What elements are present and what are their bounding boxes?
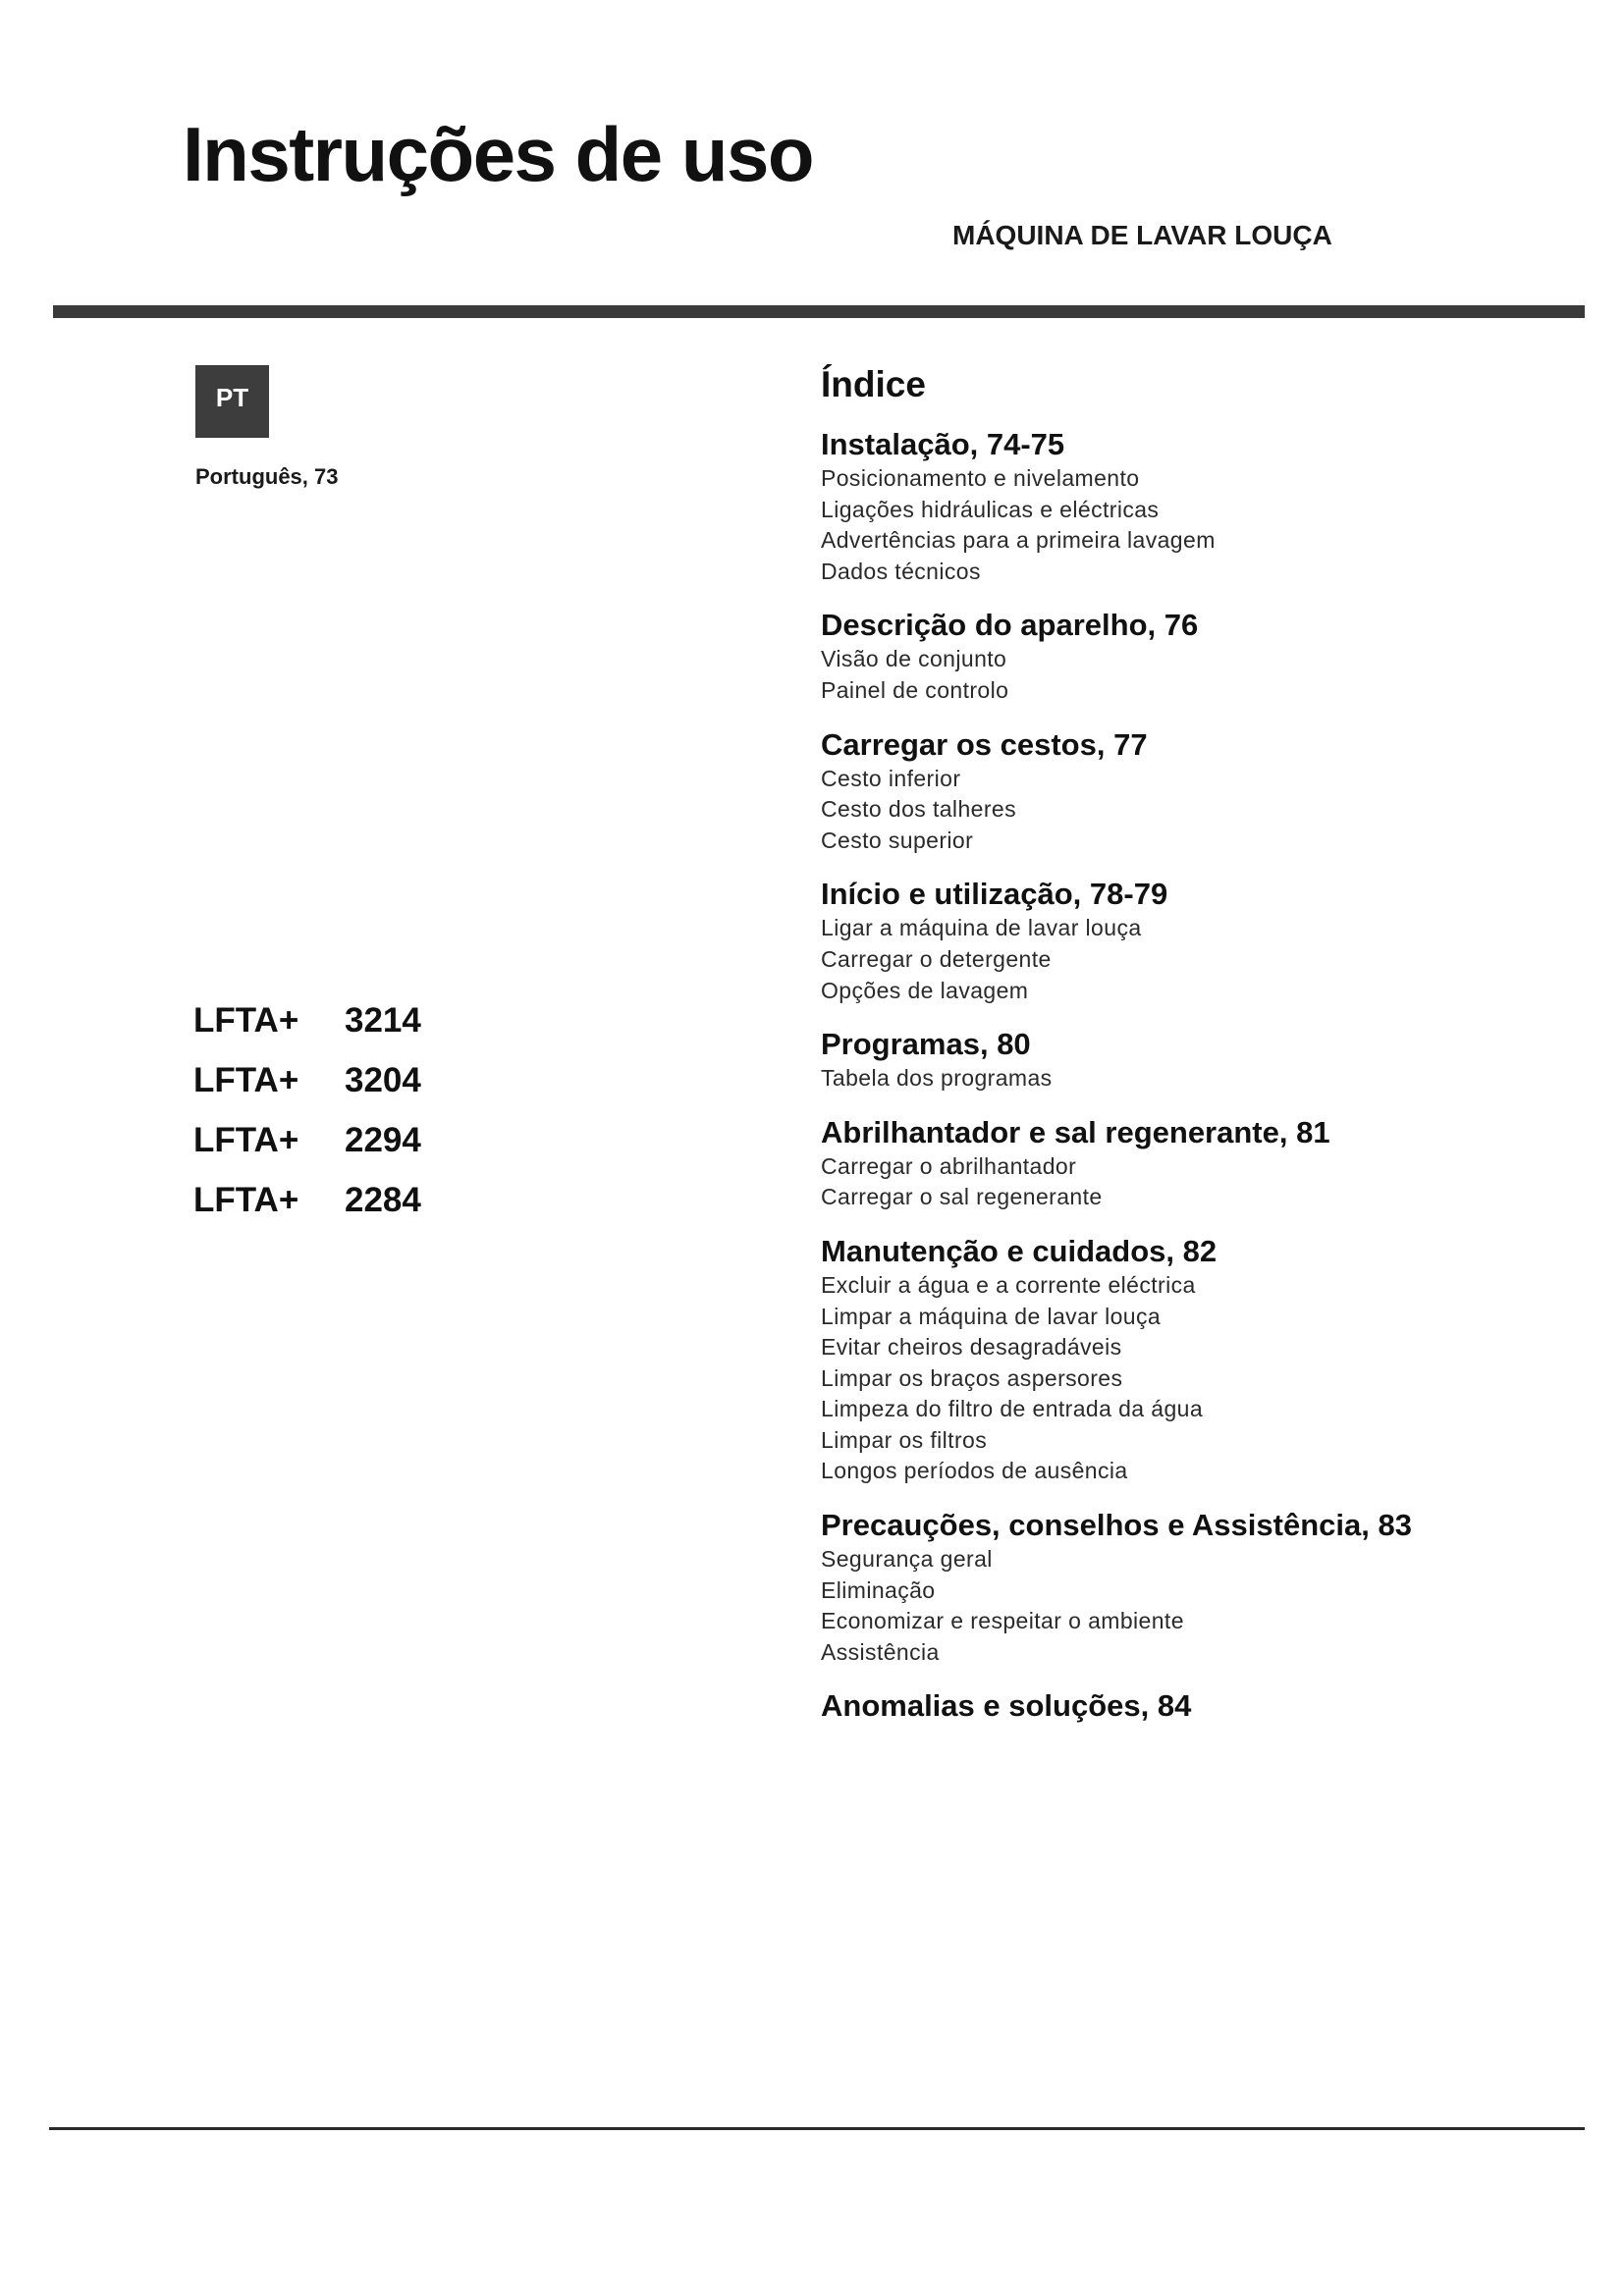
toc-section-title: Abrilhantador e sal regenerante, 81 [821,1114,1330,1149]
toc-section [821,1233,1567,1487]
toc-item: Ligar a máquina de lavar louça [821,915,1142,941]
header-divider [53,305,1585,318]
toc-item-list [821,1151,1567,1213]
toc-section [821,726,1567,857]
toc-item: Advertências para a primeira lavagem [821,527,1216,554]
toc-item: Dados técnicos [821,558,981,584]
toc-item: Cesto superior [821,827,974,853]
toc-item: Cesto inferior [821,765,961,791]
toc-sections [821,426,1567,1725]
toc-section [821,1507,1567,1668]
toc-item-list [821,463,1567,587]
toc-item: Ligações hidráulicas e eléctricas [821,496,1160,522]
toc-section-title: Instalação, 74-75 [821,427,1065,461]
toc-item: Excluir a água e a corrente eléctrica [821,1271,1196,1298]
toc-item-list [821,764,1567,857]
toc-item: Opções de lavagem [821,977,1029,1003]
toc-section-title: Manutenção e cuidados, 82 [821,1233,1218,1268]
toc-section-title: Anomalias e soluções, 84 [821,1688,1192,1724]
model-number: 2294 [345,1121,421,1159]
model-item [193,1181,421,1241]
toc-item: Tabela dos programas [821,1065,1053,1092]
toc-section-title: Carregar os cestos, 77 [821,726,1148,762]
toc-section [821,1687,1567,1725]
toc-item: Economizar e respeitar o ambiente [821,1608,1184,1634]
toc-item: Eliminação [821,1576,936,1603]
toc-item-list [821,644,1567,706]
toc-item: Assistência [821,1638,940,1665]
toc-item: Posicionamento e nivelamento [821,465,1140,491]
table-of-contents [821,363,1567,1744]
toc-item: Cesto dos talheres [821,796,1016,823]
toc-item-list [821,913,1567,1006]
toc-section [821,607,1567,706]
model-prefix: LFTA+ [193,1061,299,1099]
toc-item: Limpar os braços aspersores [821,1364,1123,1391]
toc-item-list [821,1063,1567,1095]
language-line [195,464,339,490]
model-number: 3204 [345,1061,421,1099]
toc-section-title: Início e utilização, 78-79 [821,877,1168,912]
toc-section [821,876,1567,1006]
model-number: 3214 [345,1001,421,1040]
model-item [193,1061,421,1121]
model-item [193,1121,421,1181]
toc-section [821,426,1567,587]
toc-section [821,1026,1567,1095]
toc-section-title: Programas, 80 [821,1027,1031,1062]
language-name: Português [195,464,302,489]
toc-item-list [821,1270,1567,1487]
toc-item: Longos períodos de ausência [821,1458,1128,1484]
toc-item-list [821,1544,1567,1668]
model-prefix: LFTA+ [193,1181,299,1219]
toc-section [821,1114,1567,1213]
toc-item: Evitar cheiros desagradáveis [821,1334,1122,1361]
model-number: 2284 [345,1181,421,1219]
model-item [193,1001,421,1061]
toc-item: Painel de controlo [821,676,1009,703]
model-list [193,1001,421,1241]
page-title: Instruções de uso [183,111,813,197]
toc-item: Carregar o sal regenerante [821,1184,1103,1210]
toc-section-title: Precauções, conselhos e Assistência, 83 [821,1508,1412,1543]
toc-heading: Índice [821,364,926,404]
toc-item: Limpar os filtros [821,1426,988,1453]
toc-item: Limpeza do filtro de entrada da água [821,1396,1204,1422]
toc-item: Visão de conjunto [821,646,1007,672]
product-type: MÁQUINA DE LAVAR LOUÇA [952,220,1332,250]
language-page: , 73 [301,464,339,489]
toc-item: Carregar o abrilhantador [821,1152,1077,1179]
toc-item: Segurança geral [821,1546,993,1573]
model-prefix: LFTA+ [193,1001,299,1040]
language-badge: PT [195,365,269,438]
toc-item: Limpar a máquina de lavar louça [821,1303,1162,1329]
toc-item: Carregar o detergente [821,945,1052,972]
model-prefix: LFTA+ [193,1121,299,1159]
footer-divider [49,2127,1585,2130]
toc-section-title: Descrição do aparelho, 76 [821,608,1199,643]
